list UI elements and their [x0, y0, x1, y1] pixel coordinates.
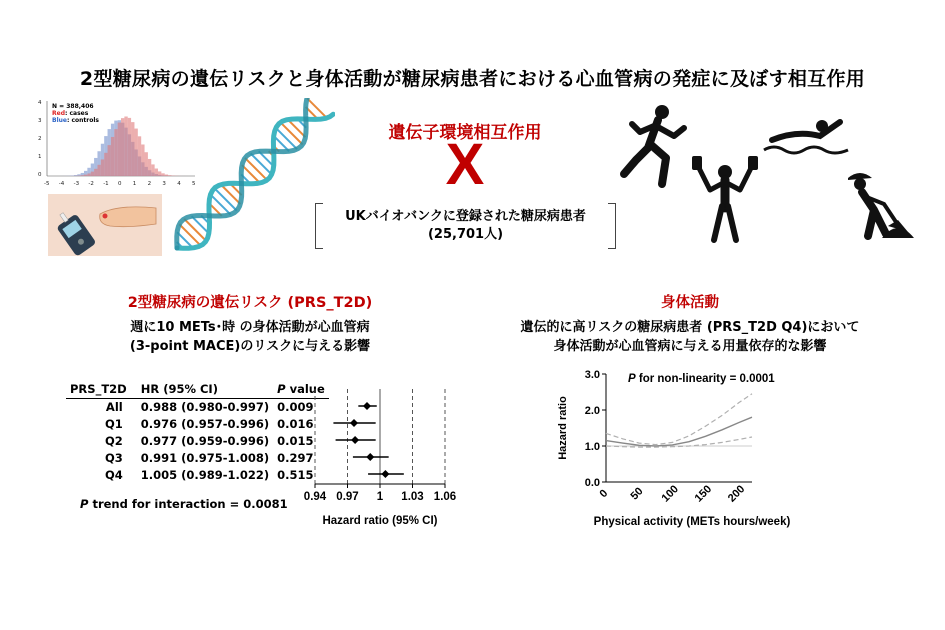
row-p: 0.297: [277, 450, 314, 465]
row-hr: 0.976 (0.957-0.996): [140, 416, 270, 431]
dna-rung: [281, 122, 303, 144]
hist-x-tick: 3: [162, 181, 166, 187]
hist-x-tick: -3: [73, 181, 80, 187]
table-row: [66, 466, 329, 483]
dna-rung: [276, 128, 297, 149]
pa-subtitle-line2: 身体活動が心血管病に与える用量依存的な影響: [553, 339, 827, 354]
prs-heading: 2型糖尿病の遺伝リスク (PRS_T2D): [127, 295, 373, 311]
hist-bar-red: [138, 136, 141, 176]
hist-bar-red: [118, 123, 121, 176]
forest-point: [351, 436, 359, 444]
forest-plot: [300, 384, 460, 532]
dna-rung: [245, 158, 267, 180]
forest-x-tick: 1.06: [433, 491, 457, 503]
hist-y-tick: 2: [38, 136, 42, 142]
hist-x-tick: 0: [118, 181, 122, 187]
row-group: Q1: [104, 416, 123, 431]
cohort-line1: UKバイオバンクに登録された糖尿病患者: [345, 209, 586, 224]
forest-x-tick: 0.97: [336, 491, 359, 503]
table-row: [66, 415, 329, 432]
hist-bar-red: [81, 175, 84, 176]
spline-x-tick: 0: [597, 487, 611, 501]
hist-bar-red: [111, 137, 114, 176]
hist-bar-red: [141, 144, 144, 176]
table-row: [66, 432, 329, 449]
prs-subtitle-line2: (3-point MACE)のリスクに与える影響: [129, 339, 371, 354]
row-hr: 1.005 (0.989-1.022): [140, 467, 270, 482]
forest-x-tick: 1.03: [401, 491, 424, 503]
forest-table: [66, 381, 329, 483]
hist-x-tick: -1: [103, 181, 109, 187]
hist-bar-red: [97, 165, 100, 176]
hist-bar-red: [91, 172, 94, 176]
forest-point: [381, 470, 389, 478]
hist-bar-red: [155, 169, 158, 176]
spline-x-label: Physical activity (METs hours/week): [593, 516, 791, 528]
spline-y-tick: 0.0: [584, 477, 600, 489]
dna-rung: [288, 120, 306, 138]
hist-blue-suffix: : controls: [66, 117, 99, 124]
row-p: 0.009: [277, 399, 314, 414]
spline-y-tick: 2.0: [584, 405, 600, 417]
hist-bar-red: [84, 175, 87, 176]
col-p-italic: P: [277, 382, 286, 397]
hist-y-tick: 3: [38, 118, 42, 124]
gene-env-label: 遺伝子環境相互作用: [388, 123, 542, 143]
hist-bar-red: [121, 118, 124, 176]
hist-bar-red: [134, 129, 137, 176]
hist-bar-red: [101, 159, 104, 176]
dna-rung: [221, 185, 240, 204]
row-group: Q4: [104, 467, 123, 482]
page-title: 2型糖尿病の遺伝リスクと身体活動が糖尿病患者における心血管病の発症に及ぼす相互作用: [79, 68, 866, 90]
hist-n-label: N = 388,406: [52, 103, 94, 110]
row-p: 0.015: [277, 433, 314, 448]
dna-rung: [242, 165, 260, 183]
hist-x-tick: -2: [88, 181, 94, 187]
runner-icon: [618, 102, 698, 190]
forest-point: [350, 419, 358, 427]
table-row: [66, 449, 329, 466]
hist-x-tick: -4: [58, 181, 65, 187]
hist-red-suffix: : cases: [64, 110, 89, 117]
hist-bar-red: [104, 153, 107, 176]
col-prs: PRS_T2D: [66, 381, 131, 398]
spline-annotation: P for non-linearity = 0.0001: [628, 373, 775, 385]
dna-icon: [165, 98, 335, 258]
hist-blue-label: Blue: [52, 117, 67, 124]
hist-x-tick: 5: [192, 181, 196, 187]
dna-rung: [307, 98, 327, 118]
row-p: 0.515: [277, 467, 314, 482]
row-group: Q3: [104, 450, 123, 465]
trend-text: trend for interaction = 0.0081: [88, 497, 288, 511]
spline-y-tick: 1.0: [584, 441, 600, 453]
forest-point: [363, 402, 371, 410]
cross-symbol: X: [445, 132, 485, 197]
hist-x-tick: 1: [132, 181, 137, 187]
dna-rung: [179, 224, 200, 245]
row-group: All: [105, 399, 123, 414]
dna-rung: [211, 195, 231, 215]
hist-x-tick: -5: [44, 181, 50, 187]
spline-y-tick: 3.0: [584, 369, 600, 381]
col-p-rest: value: [285, 382, 325, 397]
hist-y-tick: 0: [38, 172, 42, 178]
dose-response-chart: [552, 362, 812, 534]
spline-y-label: Hazard ratio: [557, 396, 569, 460]
hist-bar-red: [148, 159, 151, 176]
hist-bar-red: [145, 152, 148, 176]
trend-p: P: [80, 497, 89, 511]
row-p: 0.016: [277, 416, 314, 431]
forest-x-tick: 0.94: [303, 491, 327, 503]
cohort-bracket-left: [315, 203, 323, 249]
spline-x-tick: 150: [692, 483, 715, 505]
trend-interaction: [80, 497, 288, 511]
dna-rung: [192, 216, 209, 233]
row-hr: 0.977 (0.959-0.996): [140, 433, 270, 448]
glucose-meter-icon: [48, 194, 162, 256]
prs-subtitle-line1: 週に10 METs･時 の身体活動が心血管病: [130, 320, 370, 335]
hist-bar-red: [158, 171, 161, 176]
hist-bar-red: [131, 122, 134, 176]
spline-series-estimate: [606, 417, 752, 446]
cohort-line2: (25,701人): [427, 227, 504, 242]
hist-bar-red: [94, 169, 97, 176]
hist-bar-red: [151, 164, 154, 176]
dna-rung: [214, 188, 236, 210]
swimmer-icon: [762, 114, 850, 156]
forest-x-label: Hazard ratio (95% CI): [322, 515, 438, 527]
hist-bar-red: [124, 117, 127, 176]
col-hr: HR (95% CI): [131, 381, 273, 398]
hist-red-label: Red: [52, 110, 65, 117]
dna-rung: [184, 219, 206, 241]
row-hr: 0.991 (0.975-1.008): [140, 450, 270, 465]
forest-x-tick: 1: [376, 491, 384, 503]
hist-bar-red: [87, 173, 90, 176]
table-row: [66, 398, 329, 415]
hist-bar-red: [128, 118, 131, 176]
cohort-bracket-right: [608, 203, 616, 249]
dna-rung: [251, 153, 272, 174]
hist-y-tick: 1: [38, 154, 42, 160]
spline-x-tick: 200: [725, 483, 748, 505]
spline-x-tick: 50: [628, 485, 646, 503]
hist-y-tick: 4: [38, 100, 42, 106]
hist-bar-red: [108, 145, 111, 176]
spline-x-tick: 100: [659, 483, 681, 505]
row-group: Q2: [104, 433, 123, 448]
forest-point: [366, 453, 374, 461]
hist-x-tick: 4: [177, 181, 181, 187]
pa-heading: 身体活動: [661, 295, 719, 311]
pa-subtitle-line1: 遺伝的に高リスクの糖尿病患者 (PRS_T2D Q4)において: [520, 320, 860, 335]
row-hr: 0.988 (0.980-0.997): [140, 399, 270, 414]
spline-series-upper: [606, 394, 752, 445]
weightlifter-icon: [690, 150, 760, 245]
hist-bar-red: [114, 129, 117, 176]
shoveling-worker-icon: [838, 168, 916, 240]
hist-x-tick: 2: [147, 181, 152, 187]
